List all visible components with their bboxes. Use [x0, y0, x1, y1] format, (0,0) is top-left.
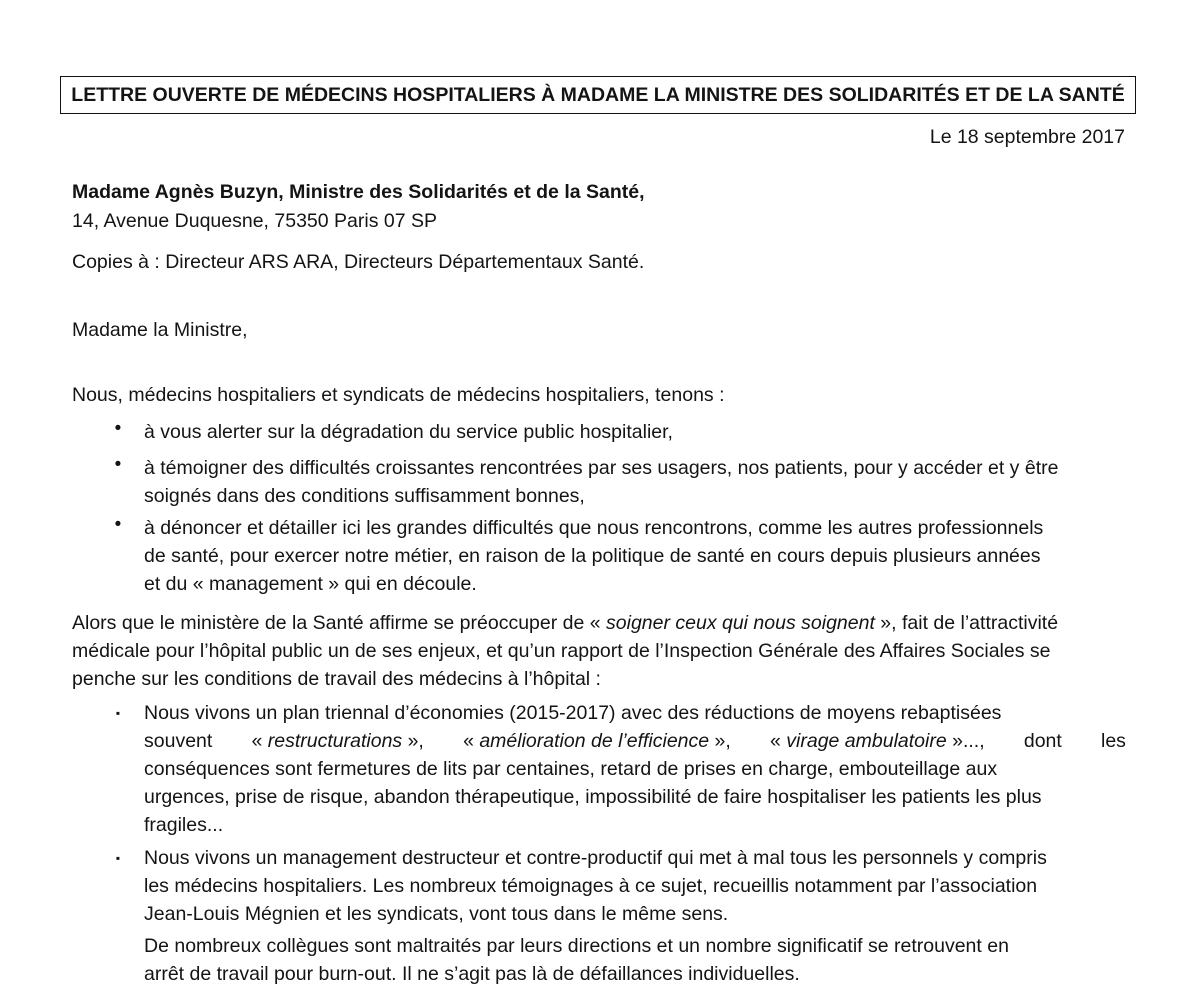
quote-open: «: [251, 730, 268, 752]
bullet-line: et du « management » qui en découle.: [144, 573, 477, 595]
bullet-marker: •: [114, 514, 122, 535]
quote-close: »...,: [946, 730, 985, 752]
letter-title: [60, 76, 1136, 114]
square-bullet-marker: ▪: [115, 706, 121, 720]
bullet-line: arrêt de travail pour burn-out. Il ne s’agit pas là de défaillances individuelles.: [144, 963, 800, 985]
bullet-line-mixed: [144, 727, 1126, 755]
bullet-line: Jean-Louis Mégnien et les syndicats, vont tous dans le même sens.: [144, 903, 729, 925]
recipient-name: Madame Agnès Buzyn, Ministre des Solidarités et de la Santé,: [72, 181, 645, 203]
italic-term: restructurations: [267, 730, 403, 752]
bullet-line: conséquences sont fermetures de lits par centaines, retard de prises en charge, embouteillage aux: [144, 758, 998, 780]
italic-term: virage ambulatoire: [786, 730, 947, 752]
quote-close: »,: [709, 730, 731, 752]
salutation: Madame la Ministre,: [72, 319, 248, 341]
quote-close: »,: [402, 730, 424, 752]
bullet-line: Nous vivons un plan triennal d’économies (2015-2017) avec des réductions de moyens rebaptisées: [144, 702, 1002, 724]
bullet-line: à dénoncer et détailler ici les grandes difficultés que nous rencontrons, comme les autres professionnels: [144, 517, 1044, 539]
paragraph-text: médicale pour l’hôpital public un de ses enjeux, et qu’un rapport de l’Inspection Générale des Affaires Sociales se: [72, 640, 1051, 662]
bullet-line: Nous vivons un management destructeur et contre-productif qui met à mal tous les personnels y compris: [144, 847, 1047, 869]
bullet-line: les médecins hospitaliers. Les nombreux témoignages à ce sujet, recueillis notamment par l’association: [144, 875, 1038, 897]
bullet-line: soignés dans des conditions suffisamment bonnes,: [144, 485, 585, 507]
italic-term: amélioration de l’efficience: [479, 730, 710, 752]
letter-date: Le 18 septembre 2017: [929, 126, 1125, 148]
paragraph-text: Alors que le ministère de la Santé affirme se préoccuper de «: [72, 612, 607, 634]
word: souvent: [144, 730, 213, 752]
quote-open: «: [463, 730, 480, 752]
bullet-item: [144, 418, 1126, 446]
bullet-line-justified: [144, 454, 1126, 482]
bullet-line: à vous alerter sur la dégradation du service public hospitalier,: [144, 421, 673, 443]
bullet-item: [144, 454, 1126, 510]
paragraph-text: penche sur les conditions de travail des médecins à l’hôpital :: [72, 668, 601, 690]
word: [252, 727, 424, 755]
bullet-line: fragiles...: [144, 814, 224, 836]
paragraph-text: », fait de l’attractivité: [874, 612, 1059, 634]
word: [770, 727, 985, 755]
bullet-line: à témoigner des difficultés croissantes rencontrées par ses usagers, nos patients, pour y accéder et y être: [144, 457, 1059, 479]
intro-paragraph: Nous, médecins hospitaliers et syndicats de médecins hospitaliers, tenons :: [72, 384, 725, 406]
square-bullet-item: [144, 844, 1126, 928]
bullet-marker: •: [114, 418, 122, 439]
bullet-line: De nombreux collègues sont maltraités par leurs directions et un nombre significatif se retrouvent en: [144, 935, 1009, 957]
word: dont: [1023, 730, 1062, 752]
bullet-marker: •: [114, 454, 122, 475]
bullet-line: urgences, prise de risque, abandon thérapeutique, impossibilité de faire hospitaliser les patients les plus: [144, 786, 1042, 808]
copies-line: Copies à : Directeur ARS ARA, Directeurs Départementaux Santé.: [72, 251, 645, 273]
letter-title-text: LETTRE OUVERTE DE MÉDECINS HOSPITALIERS À MADAME LA MINISTRE DES SOLIDARITÉS ET DE LA SANTÉ: [71, 83, 1125, 106]
bullet-line: de santé, pour exercer notre métier, en raison de la politique de santé en cours depuis plusieurs années: [144, 545, 1041, 567]
bullet-item: [144, 514, 1126, 598]
body-paragraph: [72, 609, 1126, 693]
square-bullet-marker: ▪: [115, 851, 121, 865]
quote-open: «: [770, 730, 787, 752]
recipient-address: 14, Avenue Duquesne, 75350 Paris 07 SP: [72, 210, 437, 232]
square-bullet-continuation: [144, 932, 1126, 988]
paragraph-quote: soigner ceux qui nous soignent: [606, 612, 875, 634]
word: [463, 727, 731, 755]
square-bullet-item: [144, 699, 1126, 839]
word: les: [1101, 730, 1126, 752]
